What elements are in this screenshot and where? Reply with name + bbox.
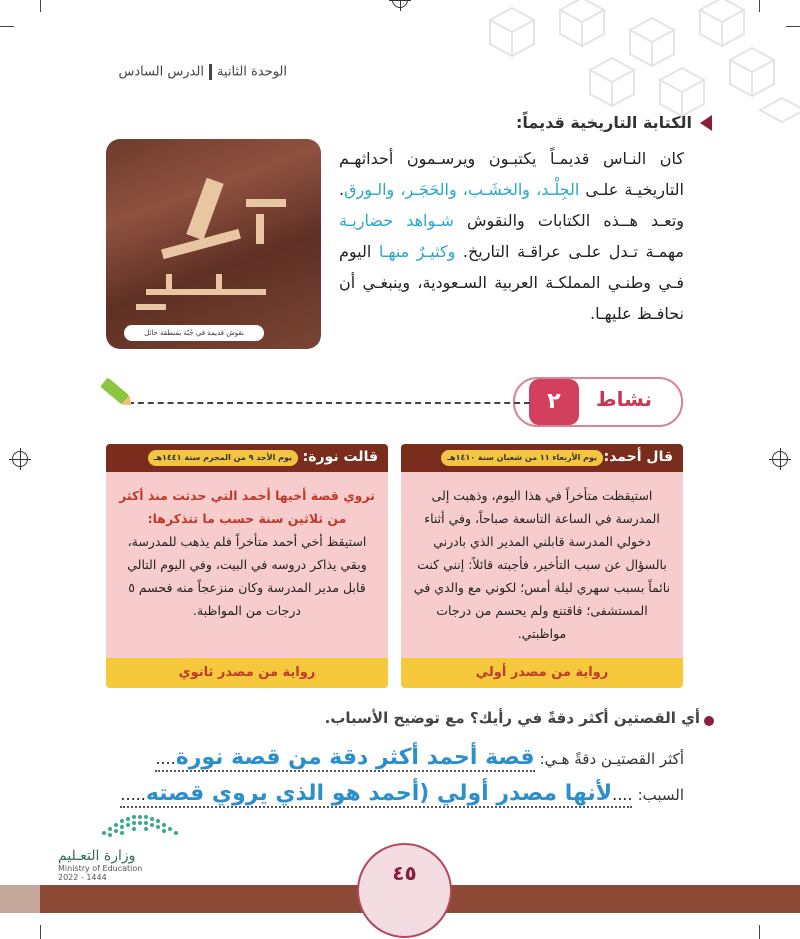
story-header [106,444,388,472]
question-text: أي القصتين أكثر دقةً في رأيك؟ مع توضيح الأسباب. [324,709,700,727]
rock-carvings-photo [106,139,321,349]
answer-row-1 [155,745,684,772]
unit-lesson-header [118,64,287,80]
story-card-ahmed [401,444,683,688]
story-date: يوم الأربعاء ١١ من شعبان سنة ١٤١٠هـ [441,450,603,466]
ministry-branding [58,845,142,882]
story-speaker: قال أحمد: [603,449,673,465]
paragraph-text: كان النـاس قديمـاً يكتبـون ويرسـمون أحداثهـم التاريخيـة علـى [339,149,684,199]
answer-line[interactable]: قصة أحمد أكثر دقة من قصة نورة.... [155,745,535,770]
unit-label: الوحدة الثانية [216,64,287,80]
story-intro: تروي قصة أخيها أحمد التي حدثت منذ أكثر من ثلاثين سنة حسب ما تتذكرها: [119,488,375,526]
crop-mark [759,925,760,939]
story-header [401,444,683,472]
page-number-badge [357,843,452,938]
registration-mark-icon [12,451,28,467]
story-speaker: قالت نورة: [302,449,378,465]
paragraph-text: . وتعـد هــذه الكتابات والنقوش [339,180,685,230]
crop-mark [0,26,14,27]
story-body [118,484,376,622]
answer-label: السبب: [637,786,684,804]
paragraph-text: مهمـة تـدل علـى عراقـة التاريخ. [455,242,684,261]
section-title: الكتابة التاريخية قديماً: [515,113,692,132]
ministry-name-english: Ministry of Education [58,864,143,873]
paragraph-text: اليوم فـي وطنـي المملكـة العربية السـعودية، وينبغـي أن نحافـظ عليهـا. [339,242,684,323]
activity-number: ٢ [529,379,579,425]
page-number: ٤٥ [392,861,417,885]
registration-mark-icon [392,0,408,8]
story-source: رواية من مصدر ثانوي [106,658,388,688]
answer-line[interactable]: ....لأنها مصدر أولي (أحمد هو الذي يروي قصته..... [120,781,633,806]
story-source: رواية من مصدر أولي [401,658,683,688]
ministry-year: 2022 - 1444 [58,873,107,882]
story-date: يوم الأحد ٩ من المحرم سنة ١٤٤١هـ [148,450,298,466]
section-arrow-icon [700,115,712,131]
pencil-icon [100,377,129,404]
answer-row-2 [120,781,684,808]
story-body: استيقظت متأخراً في هذا اليوم، وذهبت إلى المدرسة في الساعة التاسعة صباحاً، وفي أثناء دخولي المدرسة قابلني المدير الذي بادرني بالسؤال عن سبب التأخير، فأجبته قائلاً: إنني كنت نائماً بسبب سهري ليلة أمس؛ لكوني مع والدي في المستشفى؛ فاقتنع ولم يحسم من درجات مواظبتي. [413,488,671,641]
ministry-logo-icon [100,813,182,839]
answer-text: لأنها مصدر أولي (أحمد هو الذي يروي قصته [145,781,613,806]
dashed-divider [128,402,530,404]
bullet-icon [704,716,714,726]
story-card-noura [106,444,388,688]
crop-mark [40,925,41,939]
ministry-name-arabic: وزارة التعـليم [58,848,136,864]
photo-caption: نقوش قديمة في جُبّة بمنطقة حائل [124,325,264,341]
story-text: استيقظ أخي أحمد متأخراً فلم يذهب للمدرسة، وبقي يذاكر دروسه في البيت، وفي اليوم التالي قابل مدير المدرسة وكان منزعجاً منه فحسم ٥ درجات من المواظبة. [127,534,367,618]
history-paragraph [339,143,684,329]
highlight-materials: الجِلْـد، والخشَـب، والحَجَـر، والـورق [344,180,580,199]
registration-mark-icon [772,451,788,467]
answer-label: أكثر القصتيـن دقةً هـي: [539,750,684,768]
header-separator [209,64,212,80]
answer-text: قصة أحمد أكثر دقة من قصة نورة [175,745,535,770]
activity-label: نشاط [595,387,652,411]
highlight-many: وكثيـرٌ منهـا [378,242,456,261]
crop-mark [40,0,41,12]
lesson-label: الدرس السادس [118,64,204,80]
highlight-civilization: شـواهد حضاريـة [339,211,454,230]
